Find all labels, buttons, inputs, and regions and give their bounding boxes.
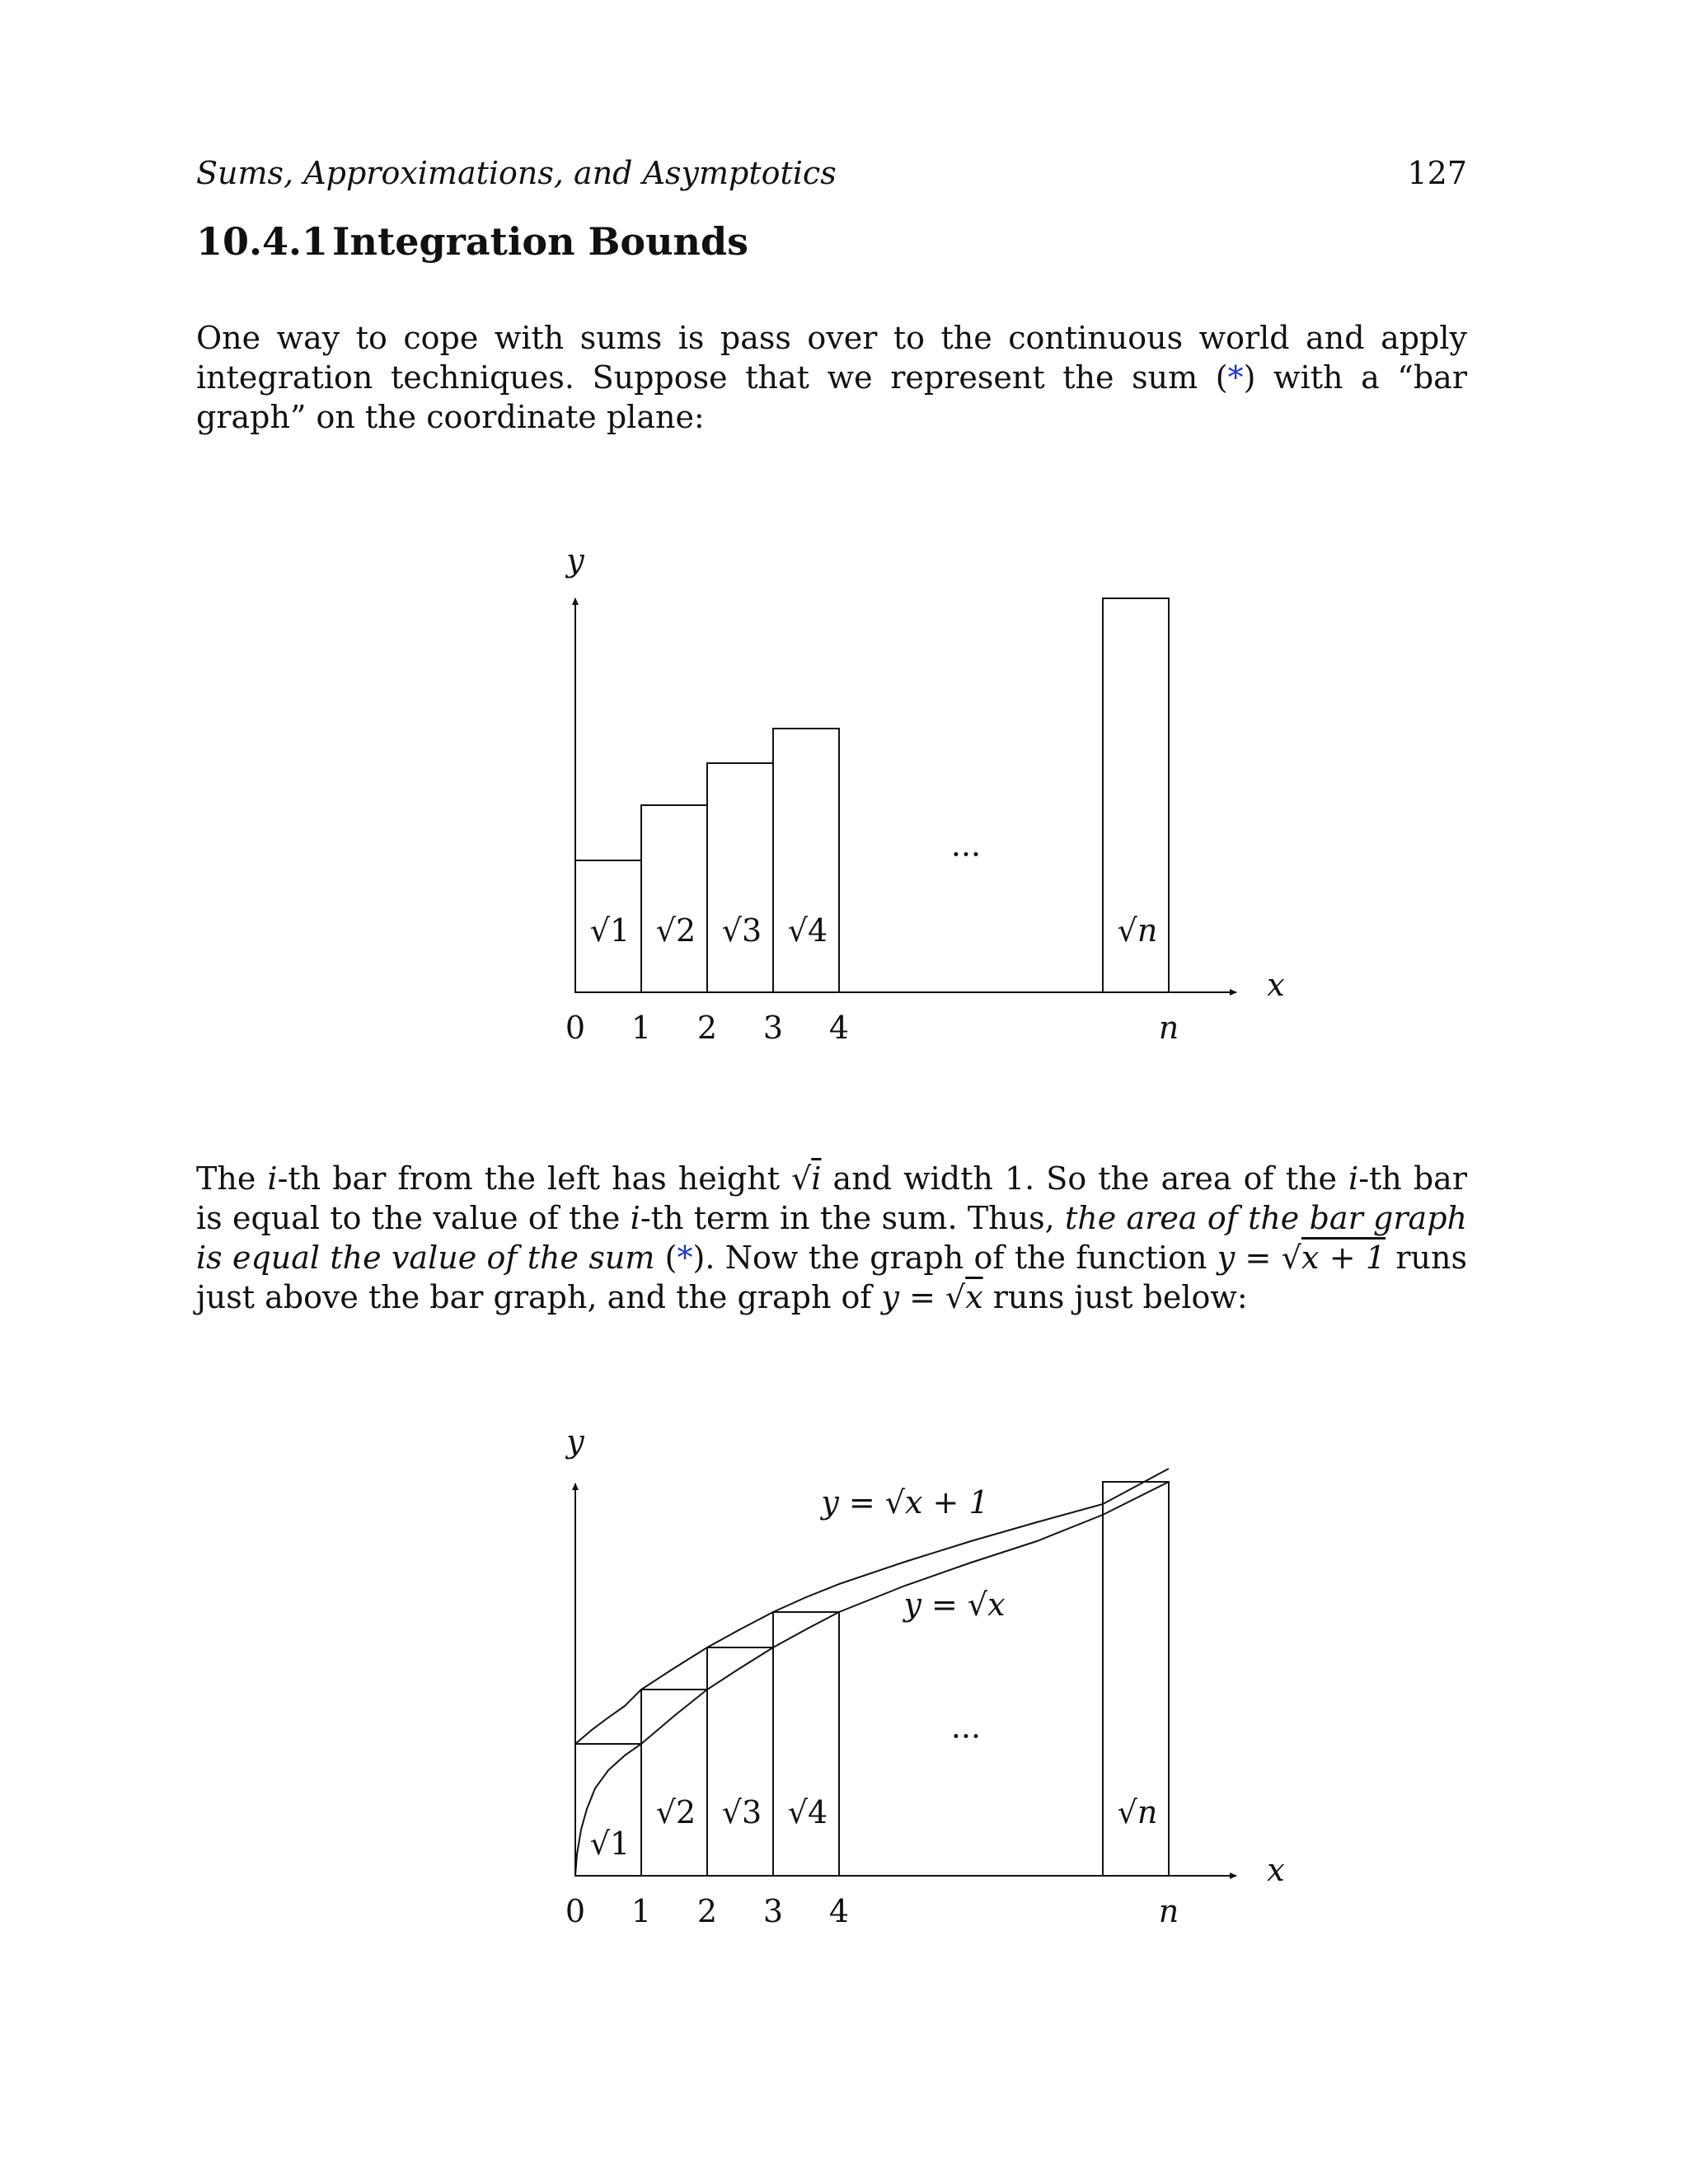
paragraph-text: -th term in the sum. Thus,	[640, 1200, 1066, 1236]
y-axis-label: y	[566, 1423, 584, 1460]
x-tick-n: n	[1158, 1893, 1179, 1929]
curve-lower-label: y = √x	[903, 1586, 1006, 1623]
math-one: 1	[1004, 1160, 1025, 1197]
math-y: y	[881, 1279, 899, 1315]
section-number: 10.4.1	[196, 219, 329, 264]
bar-label-3: √3	[721, 912, 762, 949]
x-tick-1: 1	[631, 1010, 652, 1046]
integration-bounds-labels	[565, 1423, 1284, 1929]
ellipsis: ···	[950, 837, 982, 873]
equation-ref-link[interactable]: *	[1227, 359, 1244, 396]
math-x-plus-1: x + 1	[1301, 1240, 1386, 1276]
x-tick-0: 0	[565, 1010, 586, 1046]
curve-upper-label: y = √x + 1	[821, 1484, 989, 1521]
bar-label-2: √2	[655, 912, 696, 949]
bar-label-1: √1	[589, 1825, 631, 1862]
x-tick-4: 4	[828, 1893, 850, 1929]
equation-ref-link[interactable]: *	[677, 1240, 693, 1276]
paragraph-text: The	[196, 1160, 268, 1197]
paragraph-text: One way to cope with sums is pass over to the continuous world and apply integration techniques. Suppose that we represent the sum (	[196, 320, 1467, 396]
bar-4	[773, 729, 839, 992]
running-title: Sums, Approximations, and Asymptotics	[196, 155, 837, 191]
x-tick-0: 0	[565, 1893, 586, 1929]
math-y: y	[1217, 1240, 1236, 1276]
bar-3	[707, 763, 773, 992]
bar-3	[707, 1647, 773, 1876]
x-axis-label: x	[1267, 1852, 1285, 1888]
bar-label-n: √n	[1117, 1794, 1158, 1830]
math-eq: = √	[1235, 1240, 1301, 1276]
bar-label-4: √4	[787, 912, 828, 949]
x-tick-3: 3	[762, 1893, 784, 1929]
bar-label-3: √3	[721, 1794, 762, 1830]
paragraph-text: runs just above the bar graph, and the graph of	[196, 1240, 1467, 1315]
math-i: i	[267, 1160, 278, 1197]
x-tick-3: 3	[762, 1010, 784, 1046]
x-tick-n: n	[1158, 1010, 1179, 1046]
paragraph-text: ). Now the graph of the function	[692, 1240, 1217, 1276]
paragraph-text: (	[654, 1240, 678, 1276]
emphasized-text: the area of the bar graph is equal the value of the sum	[196, 1200, 1467, 1276]
bar-label-2: √2	[655, 1794, 696, 1830]
bar-label-4: √4	[787, 1794, 828, 1830]
math-x: x	[965, 1279, 983, 1315]
x-tick-4: 4	[828, 1010, 850, 1046]
math-eq: = √	[899, 1279, 966, 1315]
bar-4	[773, 1612, 839, 1876]
paragraph-text: ) with a “bar graph” on the coordinate plane:	[196, 359, 1467, 435]
math-i: i	[811, 1160, 822, 1197]
paragraph-text: . So the area of the	[1025, 1160, 1349, 1197]
paragraph-text: -th bar from the left has height √	[277, 1160, 812, 1197]
x-tick-2: 2	[696, 1893, 718, 1929]
x-tick-1: 1	[631, 1893, 652, 1929]
math-i: i	[1348, 1160, 1359, 1197]
paragraph-text: -th bar is equal to the value of the	[196, 1160, 1468, 1236]
paragraph-text: and width	[821, 1160, 1005, 1197]
y-axis-label: y	[566, 542, 584, 579]
bar-2	[641, 805, 707, 992]
paragraph-text: runs just below:	[982, 1279, 1248, 1315]
x-axis-label: x	[1267, 967, 1285, 1003]
bar-graph-labels	[565, 542, 1284, 1046]
bar-label-1: √1	[589, 912, 631, 949]
page-number: 127	[1407, 155, 1467, 191]
ellipsis: ···	[950, 1718, 982, 1755]
math-i: i	[630, 1200, 640, 1236]
x-tick-2: 2	[696, 1010, 718, 1046]
bar-label-n: √n	[1117, 912, 1158, 949]
section-title: Integration Bounds	[332, 219, 749, 264]
bar-2	[641, 1690, 707, 1876]
